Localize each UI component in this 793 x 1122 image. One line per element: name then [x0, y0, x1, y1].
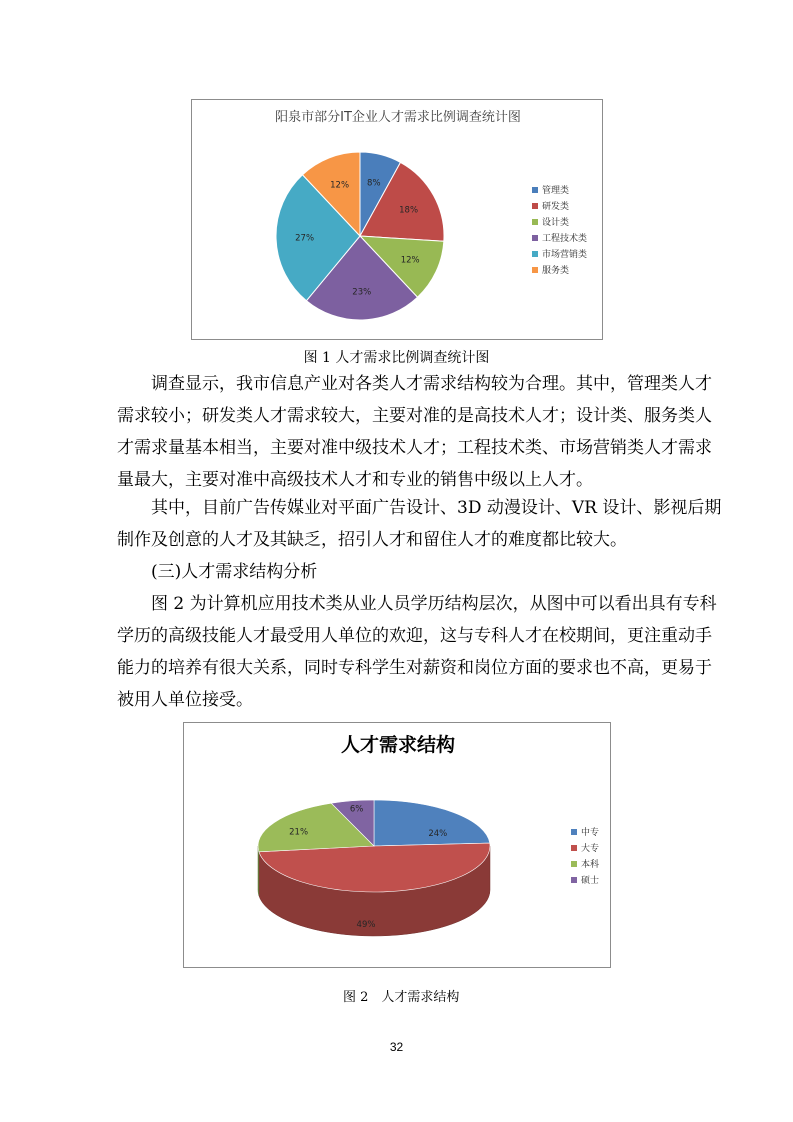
- paragraph-line: 被用人单位接受。: [117, 690, 253, 710]
- figure2-chart: [183, 722, 611, 968]
- chart1-title: 阳泉市部分IT企业人才需求比例调查统计图: [275, 110, 521, 125]
- chart1-data-label: 12%: [400, 255, 420, 266]
- chart1-data-label: 18%: [399, 205, 419, 216]
- chart2-title: 人才需求结构: [340, 734, 456, 756]
- chart2-legend-label: 硕士: [581, 876, 600, 886]
- chart2-slice-0: [374, 800, 490, 846]
- paragraph-line: 需求较小；研发类人才需求较大，主要对准的是高技术人才；设计类、服务类人: [117, 406, 712, 426]
- paragraph-line: 调查显示，我市信息产业对各类人才需求结构较为合理。其中，管理类人才: [151, 374, 712, 394]
- paragraph-2: [117, 492, 722, 556]
- chart2-data-label: 49%: [356, 920, 376, 931]
- chart1-legend-swatch: [532, 235, 538, 241]
- chart1-legend-label: 管理类: [542, 186, 570, 196]
- chart2-data-label: 24%: [428, 828, 448, 839]
- paragraph-3: [117, 588, 717, 716]
- paragraph-line: 图 2 为计算机应用技术类从业人员学历结构层次，从图中可以看出具有专科: [151, 594, 717, 614]
- chart1-legend-swatch: [532, 219, 538, 225]
- paragraph-line: 量最大，主要对准中高级技术人才和专业的销售中级以上人才。: [117, 470, 593, 490]
- chart1-legend-swatch: [532, 187, 538, 193]
- chart2-legend-swatch: [571, 845, 577, 851]
- paragraph-line: 其中，目前广告传媒业对平面广告设计、3D 动漫设计、VR 设计、影视后期: [151, 498, 722, 518]
- section-heading-text: (三)人才需求结构分析: [151, 562, 318, 582]
- chart2-wall-2: [258, 846, 259, 896]
- chart1-legend-label: 工程技术类: [542, 234, 588, 244]
- chart2-legend-swatch: [571, 829, 577, 835]
- chart1-data-label: 8%: [367, 178, 381, 189]
- page-number: 32: [389, 1040, 404, 1054]
- figure1-pie-svg: [192, 100, 604, 341]
- paragraph-line: 学历的高级技能人才最受用人单位的欢迎，这与专科人才在校期间，更注重动手: [117, 626, 712, 646]
- figure2-pie-svg: [184, 723, 612, 969]
- chart1-legend-label: 服务类: [542, 266, 570, 276]
- chart2-legend-label: 中专: [581, 828, 600, 838]
- chart2-legend-label: 大专: [581, 844, 600, 854]
- chart1-data-label: 27%: [295, 233, 315, 244]
- paragraph-1: [117, 368, 712, 496]
- chart2-legend-label: 本科: [581, 860, 600, 870]
- paragraph-line: 制作及创意的人才及其缺乏，招引人才和留住人才的难度都比较大。: [117, 530, 627, 550]
- chart2-legend-swatch: [571, 877, 577, 883]
- chart2-data-label: 6%: [349, 804, 364, 815]
- chart1-legend-swatch: [532, 203, 538, 209]
- figure1-chart: [191, 99, 603, 340]
- chart2-legend-swatch: [571, 861, 577, 867]
- chart1-legend-swatch: [532, 267, 538, 273]
- chart1-legend-label: 研发类: [542, 202, 570, 212]
- paragraph-line: 才需求量基本相当，主要对准中级技术人才；工程技术类、市场营销类人才需求: [117, 438, 712, 458]
- chart1-data-label: 12%: [330, 180, 350, 191]
- section-heading: [117, 556, 682, 588]
- chart1-legend-label: 市场营销类: [542, 250, 588, 260]
- figure1-caption: 图 1 人才需求比例调查统计图: [303, 350, 490, 366]
- chart1-data-label: 23%: [352, 287, 372, 298]
- figure2-caption: 图 2 人才需求结构: [343, 990, 460, 1005]
- chart1-legend-swatch: [532, 251, 538, 257]
- chart2-data-label: 21%: [289, 827, 309, 838]
- chart1-legend-label: 设计类: [542, 218, 570, 228]
- paragraph-line: 能力的培养有很大关系，同时专科学生对薪资和岗位方面的要求也不高，更易于: [117, 658, 712, 678]
